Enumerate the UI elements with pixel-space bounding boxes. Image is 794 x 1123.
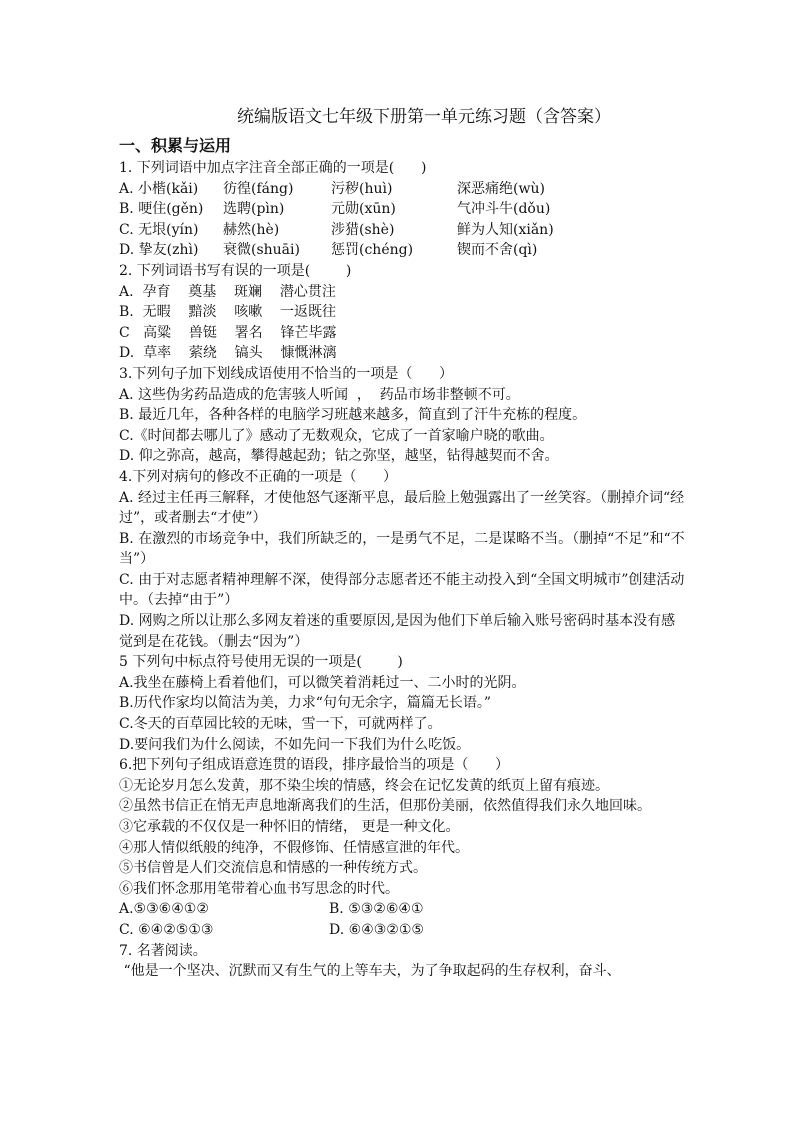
option-cell: 涉猎(shè) bbox=[331, 221, 395, 238]
option-cell: 元勋(xūn) bbox=[331, 201, 396, 218]
question-5-option: B.历代作家均以简洁为美，力求“句句无余字，篇篇无长语。” bbox=[119, 695, 492, 712]
option-cell: D. 挚友(zhì) bbox=[119, 242, 199, 259]
question-5-option: D.要问我们为什么阅读，不如先问一下我们为什么吃饭。 bbox=[119, 736, 471, 753]
question-6-sentence: ④那人情似纸般的纯净，不假修饰、任情感宣泄的年代。 bbox=[119, 839, 469, 856]
option-cell: 锲而不舍(qì) bbox=[457, 242, 538, 259]
question-2-option: D. 草率 萦绕 镐头 慷慨淋漓 bbox=[119, 345, 337, 362]
option-cell: C. 无垠(yín) bbox=[119, 221, 199, 238]
question-4-option: D. 网购之所以让那么多网友着迷的重要原因,是因为他们下单后输入账号密码时基本没有感觉到是在花钱。（删去“因为”） bbox=[119, 613, 676, 650]
question-6-sentence: ②虽然书信正在悄无声息地渐离我们的生活，但那份美丽，依然值得我们永久地回味。 bbox=[119, 798, 651, 815]
question-7-text: “他是一个坚决、沉默而又有生气的上等车夫，为了争取起码的生存权利，奋斗、 bbox=[119, 963, 621, 980]
option-cell: 惩罚(chéng) bbox=[331, 242, 414, 259]
option-cell: B. 哽住(gěn) bbox=[119, 201, 204, 218]
option-cell: 污秽(huì) bbox=[331, 180, 393, 197]
question-6-choices bbox=[119, 899, 689, 940]
section-heading: 一、积累与运用 bbox=[119, 136, 232, 155]
choice-b: B. ⑤③②⑥④① bbox=[329, 901, 424, 918]
document-page bbox=[119, 103, 689, 982]
question-1-options bbox=[119, 179, 689, 261]
question-5-option: C.冬天的百草园比较的无味，雪一下，可就两样了。 bbox=[119, 716, 442, 733]
question-6-sentence: ⑤书信曾是人们交流信息和情感的一种传统方式。 bbox=[119, 860, 427, 877]
question-4-stem: 4.下列对病句的修改不正确的一项是（ ） bbox=[119, 468, 398, 485]
question-2-option: B. 无暇 黯淡 咳嗽 一返既往 bbox=[119, 304, 337, 321]
choice-c: C. ⑥④②⑤①③ bbox=[119, 921, 214, 938]
question-4-option: B. 在激烈的市场竞争中，我们所缺乏的，一是勇气不足，二是谋略不当。（删掉“不足”和“不当”） bbox=[119, 530, 685, 568]
question-2-option: C 高粱 兽铤 署名 锋芒毕露 bbox=[119, 324, 337, 341]
question-3-option: C.《时间都去哪儿了》感动了无数观众，它成了一首家喻户晓的歌曲。 bbox=[119, 427, 554, 444]
question-6-sentence: ⑥我们怀念那用笔带着心血书写思念的时代。 bbox=[119, 880, 399, 897]
question-3-option: A. 这些伪劣药品造成的危害骇人听闻 ， 药品市场非整顿不可。 bbox=[119, 386, 520, 403]
option-cell: 赫然(hè) bbox=[223, 221, 280, 238]
option-cell: 气冲斗牛(dǒu) bbox=[457, 201, 551, 218]
choice-a: A.⑤③⑥④①② bbox=[119, 901, 209, 918]
option-cell: 深恶痛绝(wù) bbox=[457, 180, 545, 197]
question-1-stem: 1. 下列词语中加点字注音全部正确的一项是( ) bbox=[119, 160, 427, 176]
choice-d: D. ⑥④③②①⑤ bbox=[329, 921, 424, 938]
question-2-stem: 2. 下列词语书写有误的一项是( ) bbox=[119, 262, 352, 279]
question-2-option: A. 孕育 奠基 斑斓 潜心贯注 bbox=[119, 283, 336, 300]
question-5-stem: 5 下列句中标点符号使用无误的一项是( ) bbox=[119, 654, 403, 671]
question-4-option: A. 经过主任再三解释，才使他怒气逐渐平息，最后脸上勉强露出了一丝笑容。（删掉介词“经过”，或者删去“才使”） bbox=[119, 489, 685, 527]
question-3-option: D. 仰之弥高，越高，攀得越起劲；钻之弥坚，越坚，钻得越契而不舍。 bbox=[119, 448, 559, 465]
question-6-sentence: ③它承载的不仅仅是一种怀旧的情绪， 更是一种文化。 bbox=[119, 819, 460, 835]
question-6-stem: 6.把下列句子组成语意连贯的语段，排序最恰当的项是（ ） bbox=[119, 757, 510, 774]
option-cell: 选聘(pìn) bbox=[223, 201, 285, 218]
question-3-stem: 3.下列句子加下划线成语使用不恰当的一项是（ ） bbox=[119, 365, 454, 382]
question-5-option: A.我坐在藤椅上看着他们，可以微笑着消耗过一、二小时的光阴。 bbox=[119, 674, 526, 691]
document-title: 统编版语文七年级下册第一单元练习题（含答案） bbox=[237, 107, 611, 127]
question-6-sentence: ①无论岁月怎么发黄，那不染尘埃的情感，终会在记忆发黄的纸页上留有痕迹。 bbox=[119, 777, 609, 794]
question-4-option: C. 由于对志愿者精神理解不深，使得部分志愿者还不能主动投入到“全国文明城市”创建活动中。（去掉“由于”） bbox=[119, 571, 685, 609]
option-cell: 鲜为人知(xiǎn) bbox=[457, 221, 554, 238]
option-cell: A. 小楷(kǎi) bbox=[119, 180, 199, 197]
option-cell: 彷徨(fáng) bbox=[223, 180, 294, 197]
question-7-stem: 7. 名著阅读。 bbox=[119, 942, 207, 959]
question-3-option: B. 最近几年，各种各样的电脑学习班越来越多，简直到了汗牛充栋的程度。 bbox=[119, 407, 587, 424]
option-cell: 衰微(shuāi) bbox=[223, 242, 300, 259]
